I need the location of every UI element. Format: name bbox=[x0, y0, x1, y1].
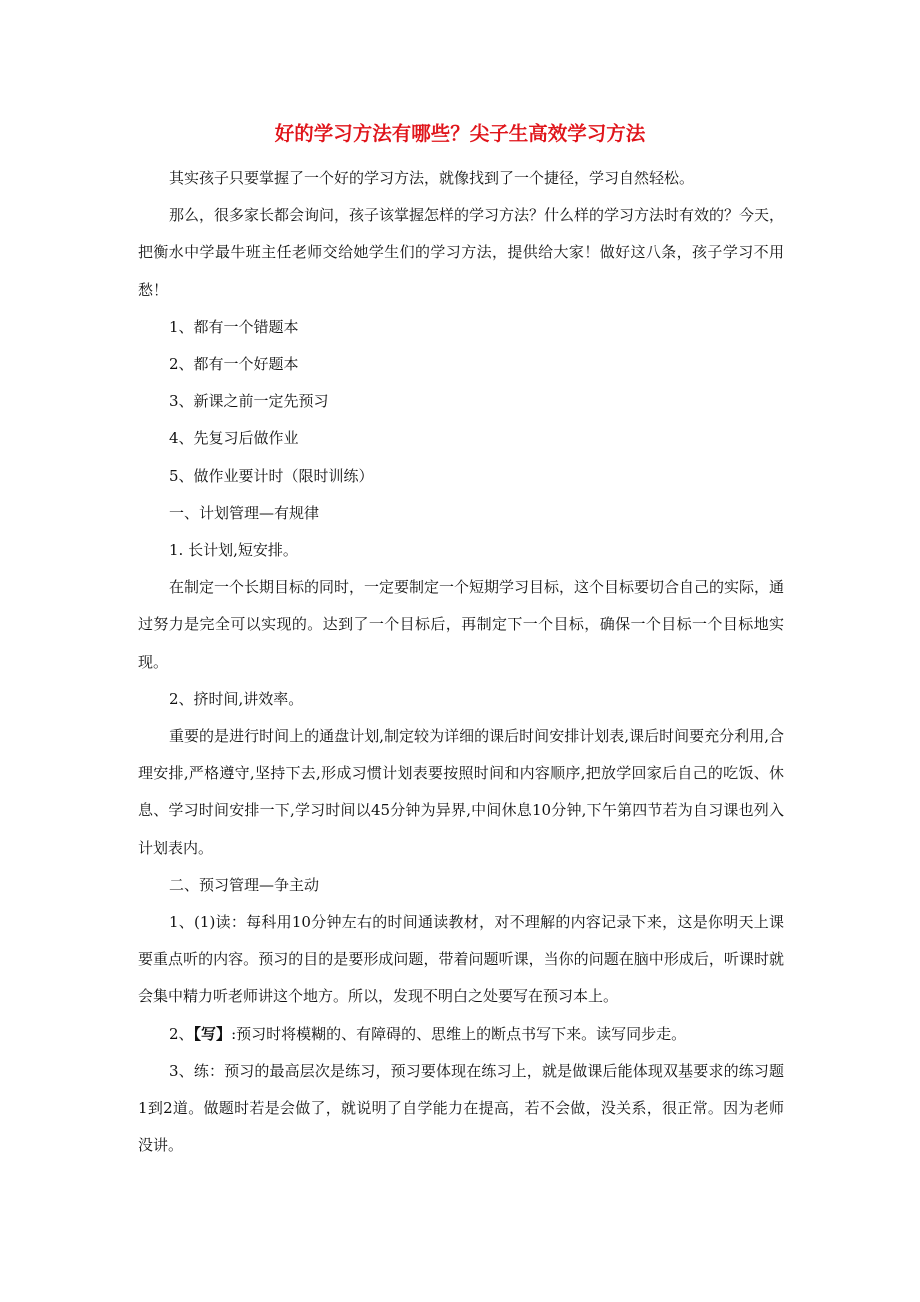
paragraph-read: 1、(1)读：每科用10分钟左右的时间通读教材，对不理解的内容记录下来，这是你明天上课要重点听的内容。预习的目的是要形成问题，带着问题听课，当你的问题在脑中形成后，听课时就会集中精力听老师讲这个地方。所以，发现不明白之处要写在预习本上。 bbox=[138, 913, 784, 1006]
write-prefix: 2、 bbox=[169, 1024, 194, 1043]
list-item-review-first: 4、先复习后做作业 bbox=[169, 429, 299, 448]
subheading-long-plan: 1. 长计划,短安排。 bbox=[169, 541, 298, 560]
write-text: :预习时将模糊的、有障碍的、思维上的断点书写下来。读写同步走。 bbox=[231, 1024, 687, 1043]
paragraph-write bbox=[138, 1016, 784, 1053]
paragraph-schedule: 重要的是进行时间上的通盘计划,制定较为详细的课后时间安排计划表,课后时间要充分利用,合理安排,严格遵守,坚持下去,形成习惯计划表要按照时间和内容顺序,把放学回家后自己的吃饭、休息、学习时间安排一下,学习时间以45分钟为异界,中间休息10分钟,下午第四节若为自习课也列入计划表内。 bbox=[138, 727, 784, 857]
section-heading-plan: 一、计划管理—有规律 bbox=[169, 503, 320, 522]
document-body bbox=[138, 160, 784, 1164]
list-item-timed-homework: 5、做作业要计时（限时训练） bbox=[169, 466, 374, 485]
document-title: 好的学习方法有哪些？尖子生高效学习方法 bbox=[274, 122, 646, 145]
section-heading-preview: 二、预习管理—争主动 bbox=[169, 875, 320, 894]
list-item-preview: 3、新课之前一定先预习 bbox=[169, 392, 329, 411]
write-label: 【写】 bbox=[193, 1024, 232, 1043]
subheading-squeeze-time: 2、挤时间,讲效率。 bbox=[169, 689, 304, 708]
paragraph-intro: 其实孩子只要掌握了一个好的学习方法，就像找到了一个捷径，学习自然轻松。 bbox=[169, 169, 695, 187]
list-item-error-notebook: 1、都有一个错题本 bbox=[169, 317, 299, 336]
paragraph-question: 那么，很多家长都会询问，孩子该掌握怎样的学习方法？什么样的学习方法时有效的？今天，把衡水中学最牛班主任老师交给她学生们的学习方法，提供给大家！做好这八条，孩子学习不用愁！ bbox=[138, 206, 785, 299]
paragraph-practice: 3、练：预习的最高层次是练习，预习要体现在练习上，就是做课后能体现双基要求的练习题1到2道。做题时若是会做了，就说明了自学能力在提高，若不会做，没关系，很正常。因为老师没讲。 bbox=[138, 1061, 784, 1155]
paragraph-goals: 在制定一个长期目标的同时，一定要制定一个短期学习目标，这个目标要切合自己的实际，通过努力是完全可以实现的。达到了一个目标后，再制定下一个目标，确保一个目标一个目标地实现。 bbox=[138, 578, 785, 671]
list-item-good-problems-notebook: 2、都有一个好题本 bbox=[169, 355, 299, 374]
